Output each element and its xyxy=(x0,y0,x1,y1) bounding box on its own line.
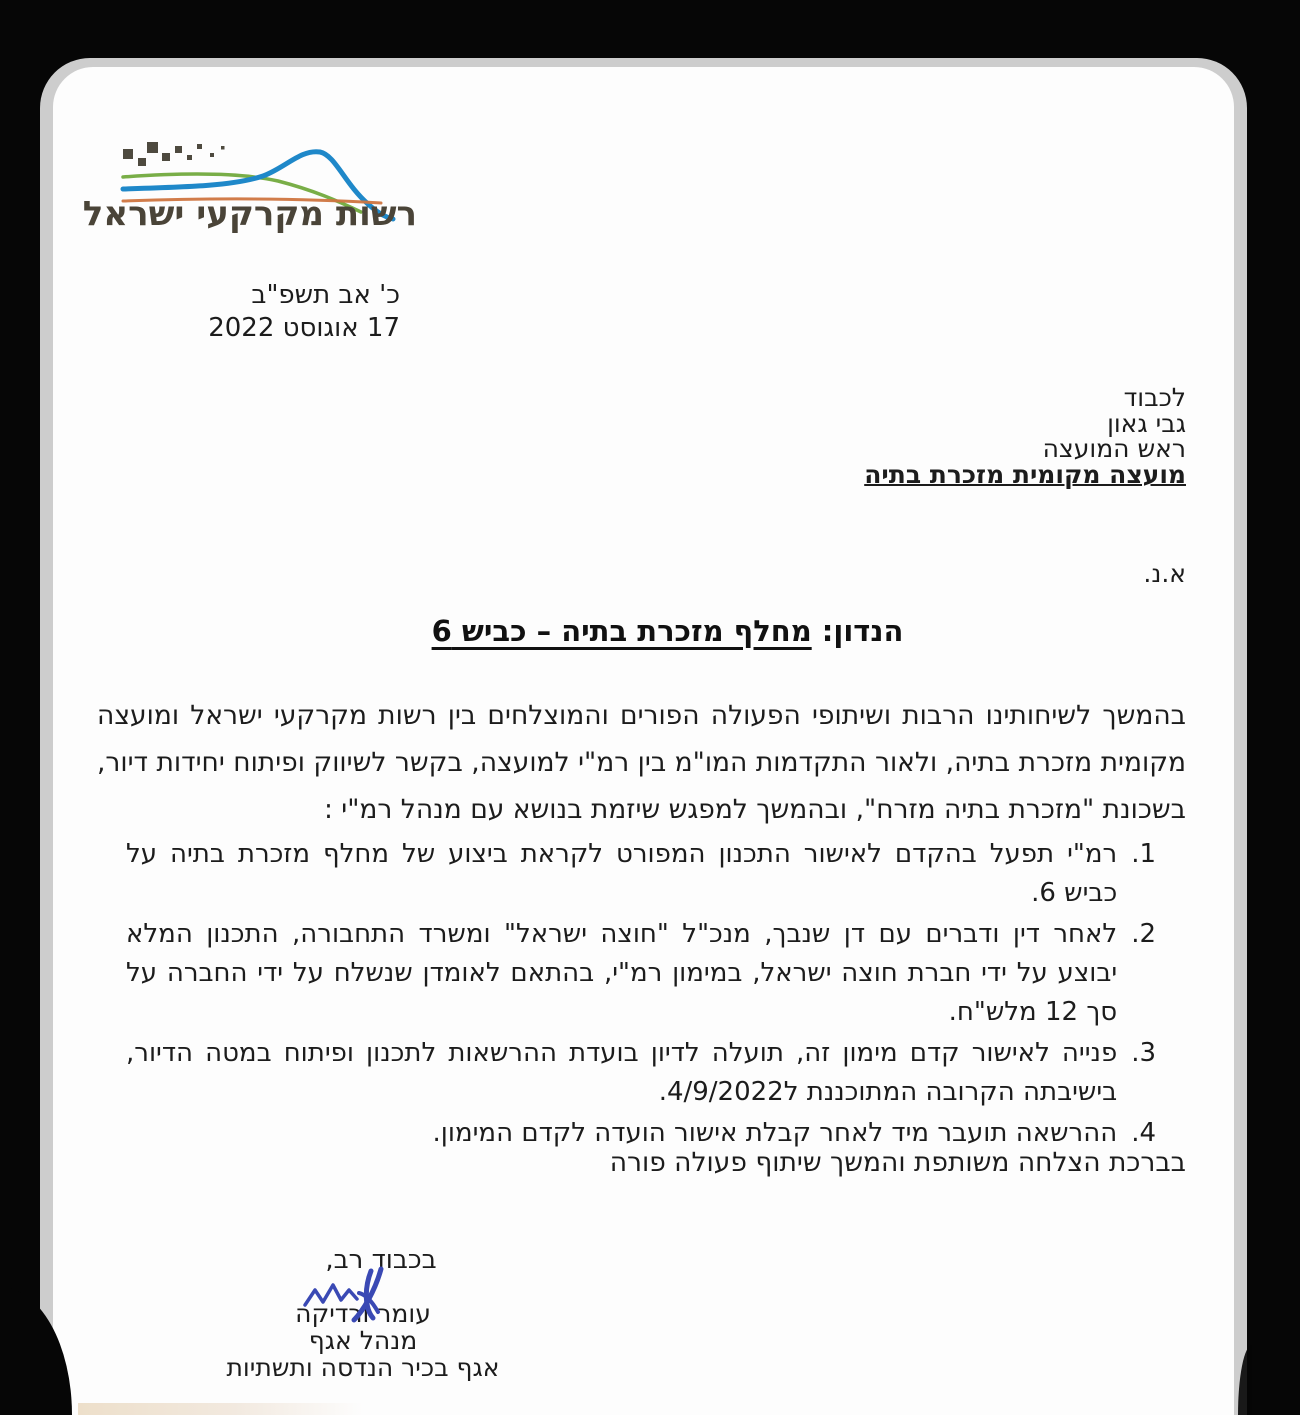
item-text: ההרשאה תועבר מיד לאחר קבלת אישור הועדה לקדם המימון. xyxy=(432,1118,1118,1148)
numbered-list xyxy=(126,835,1156,1155)
item-text: רמ"י תפעל בהקדם לאישור התכנון המפורט לקראת ביצוע של מחלף מזכרת בתיה על כביש 6. xyxy=(126,839,1118,908)
org-name: רשות מקרקעי ישראל xyxy=(82,194,417,234)
recipient-organization: מועצה מקומית מזכרת בתיה xyxy=(864,459,1186,489)
recipient-salutation: לכבוד xyxy=(1123,383,1186,412)
item-number: 2. xyxy=(1131,919,1156,949)
item-number: 3. xyxy=(1131,1038,1156,1068)
handwritten-signature-icon xyxy=(301,1265,397,1327)
subject-text: מחלף מזכרת בתיה – כביש 6 xyxy=(431,614,812,648)
list-item xyxy=(126,1034,1156,1112)
item-text: לאחר דין ודברים עם דן שנבך, מנכ"ל "חוצה ישראל" ומשרד התחבורה, התכנון המלא יבוצע על ידי חברת חוצה ישראל, במימון רמ"י, בהתאם לאומדן שנשלח על ידי החברה על סך 12 מלש"ח. xyxy=(126,919,1118,1027)
closing-line: בברכת הצלחה משותפת והמשך שיתוף פעולה פורה xyxy=(609,1147,1186,1178)
greeting: א.נ. xyxy=(1143,559,1186,588)
date-gregorian: 17 אוגוסט 2022 xyxy=(208,313,400,343)
signer-name: עומר ורדיקה xyxy=(295,1299,431,1328)
letter-page-border xyxy=(40,58,1247,1415)
item-number: 4. xyxy=(1131,1118,1156,1148)
letter-page xyxy=(53,67,1234,1415)
list-item xyxy=(126,835,1156,913)
subject-label: הנדון: xyxy=(811,614,904,648)
recipient-block xyxy=(666,385,1186,487)
list-item xyxy=(126,915,1156,1032)
item-text: פנייה לאישור קדם מימון זה, תועלה לדיון בועדת ההרשאות לתכנון ופיתוח במטה הדיור, בישיבתה הקרובה המתוכננת ל4/9/2022. xyxy=(126,1038,1118,1107)
item-number: 1. xyxy=(1131,839,1156,869)
subject-line xyxy=(53,614,1234,648)
date-block xyxy=(150,279,400,345)
footer-graphic-strip xyxy=(78,1403,363,1415)
recipient-name: גבי גאון xyxy=(1107,408,1186,438)
recipient-title: ראש המועצה xyxy=(1042,434,1186,463)
body-intro-paragraph: בהמשך לשיחותינו הרבות ושיתופי הפעולה הפורים והמוצלחים בין רשות מקרקעי ישראל ומועצה מקומית מזכרת בתיה, ולאור התקדמות המו"מ בין רמ"י למועצה, בקשר לשיווק ופיתוח יחידות דיור, בשכונת "מזכרת בתיה מזרח", ובהמשך למפגש שיזמת בנושא עם מנהל רמ"י : xyxy=(97,700,1186,825)
signer-department: אגף בכיר הנדסה ותשתיות xyxy=(226,1353,500,1382)
signature-salutation: בכבוד רב, xyxy=(325,1245,437,1275)
signer-role: מנהל אגף xyxy=(308,1326,418,1355)
date-hebrew: כ' אב תשפ"ב xyxy=(251,280,400,310)
